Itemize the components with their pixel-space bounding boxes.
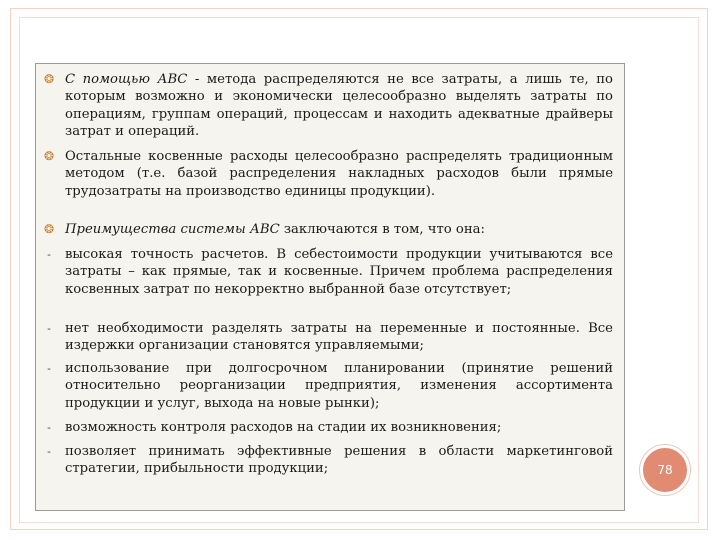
bullet-icon: ❂ (43, 149, 55, 163)
dash-marker: - (47, 421, 51, 434)
list-item-text: С помощью АВС - метода распределяются не все затраты, а лишь те, по которым возможно и экономически целесообразно выделять затраты по операциям, группам операций, процессам и находить адекватные драйверы затрат и операций. (65, 72, 613, 139)
list-item-text: Остальные косвенные расходы целесообразно распределять традиционным методом (т.е. базой распределения накладных расходов были прямые трудозатраты на производство единицы продукции). (65, 149, 613, 199)
page-number-badge: 78 (640, 445, 690, 495)
dash-marker: - (47, 248, 51, 261)
bullet-icon: ❂ (43, 222, 55, 236)
dash-marker: - (47, 362, 51, 375)
content-box (35, 63, 625, 511)
bullet-icon: ❂ (43, 72, 55, 86)
list-item-text: позволяет принимать эффективные решения в области маркетинговой стратегии, прибыльности продукции; (65, 444, 613, 477)
list-item-text: использование при долгосрочном планировании (принятие решений относительно реорганизации предприятия, изменения ассортимента продукции и услуг, выхода на новые рынки); (65, 361, 613, 411)
list-item-text: высокая точность расчетов. В себестоимости продукции учитываются все затраты – как прямые, так и косвенные. Причем проблема распределения косвенных затрат по некорректно выбранной базе отсутствует; (65, 247, 613, 297)
list-item-text: Преимущества системы АВС заключаются в том, что она: (65, 222, 485, 237)
list-item-text: возможность контроля расходов на стадии их возникновения; (65, 420, 502, 435)
dash-marker: - (47, 445, 51, 458)
dash-marker: - (47, 322, 51, 335)
list-item-text: нет необходимости разделять затраты на переменные и постоянные. Все издержки организации становятся управляемыми; (65, 321, 613, 354)
